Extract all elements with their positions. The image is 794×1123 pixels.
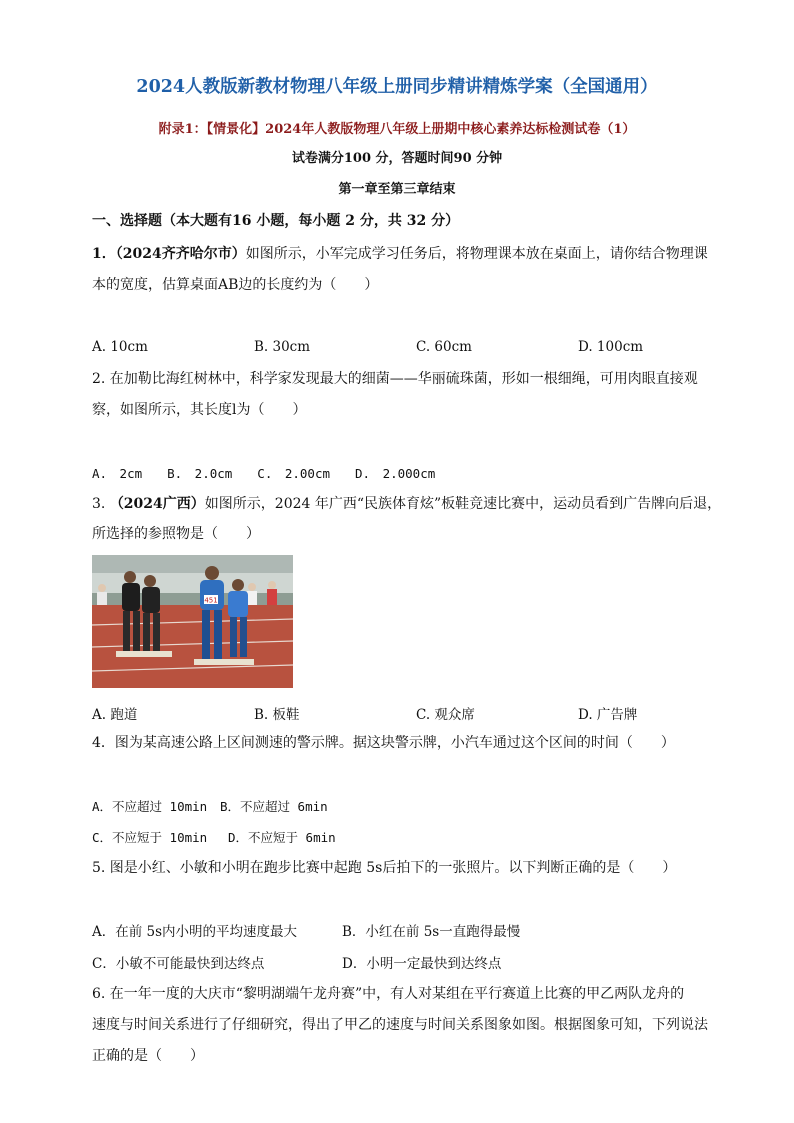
runner-shirt-2 [142, 587, 160, 613]
exam-info: 试卷满分100 分，答题时间90 分钟 [291, 151, 503, 166]
question-2-line-2: 察，如图所示，其长度l为（ ） [92, 402, 307, 418]
race-photo-illustration [92, 555, 293, 688]
question-3-line-2: 所选择的参照物是（ ） [92, 526, 260, 542]
question-1-line-1 [92, 244, 708, 264]
runner-shirt-1 [122, 583, 140, 611]
question-1-source: （2024齐齐哈尔市） [115, 246, 246, 262]
question-5-option-a: A．在前 5s内小明的平均速度最大 [92, 924, 298, 940]
board-shoe-right [194, 659, 254, 665]
exam-scope: 第一章至第三章结束 [338, 182, 456, 197]
question-5-option-c: C．小敏不可能最快到达终点 [92, 956, 265, 972]
runner-leg-1a [123, 611, 130, 651]
runner-leg-4b [240, 617, 247, 657]
question-6-line-1: 6. 在一年一度的大庆市“黎明湖端午龙舟赛”中，有人对某组在平行赛道上比赛的甲乙两队龙舟的 [92, 986, 685, 1002]
question-3-option-c: C. 观众席 [416, 707, 475, 723]
question-1-text: 如图所示，小军完成学习任务后，将物理课本放在桌面上，请你结合物理课 [245, 246, 708, 262]
question-4-option-a: A．不应超过 10min [92, 799, 208, 814]
race-photo [92, 555, 293, 688]
question-1-option-a: A. 10cm [92, 339, 148, 355]
question-3-option-b: B. 板鞋 [254, 707, 300, 723]
question-3-text: 如图所示，2024 年广西“民族体育炫”板鞋竞速比赛中，运动员看到广告牌向后退， [204, 496, 722, 512]
question-5-option-d: D．小明一定最快到达终点 [342, 956, 502, 972]
question-4-line-1: 4．图为某高速公路上区间测速的警示牌。据这块警示牌，小汽车通过这个区间的时间（ ） [92, 735, 675, 751]
question-1-line-2: 本的宽度，估算桌面AB边的长度约为（ ） [92, 277, 379, 293]
spectator-head-1 [248, 583, 256, 591]
question-3-source: （2024广西） [109, 496, 205, 512]
document-title: 2024人教版新教材物理八年级上册同步精讲精炼学案（全国通用） [136, 77, 658, 97]
spectator-body-2 [267, 589, 277, 605]
stands-top [92, 555, 293, 573]
runner-head-4 [232, 579, 244, 591]
question-1-option-b: B. 30cm [254, 339, 311, 355]
runner-leg-2b [153, 613, 160, 651]
question-1-option-d: D. 100cm [578, 339, 644, 355]
question-5-line-1: 5. 图是小红、小敏和小明在跑步比赛中起跑 5s后拍下的一张照片。以下判断正确的是（ ） [92, 860, 677, 876]
runner-leg-4a [230, 617, 237, 657]
question-1-number: 1． [92, 246, 116, 262]
question-6-line-3: 正确的是（ ） [92, 1048, 204, 1064]
board-shoe-left [116, 651, 172, 657]
question-5-option-b: B．小红在前 5s一直跑得最慢 [342, 924, 521, 940]
spectator-body-1 [247, 591, 257, 605]
question-3-line-1 [92, 494, 721, 514]
question-3-number: 3. [92, 496, 110, 512]
runner-leg-2a [143, 613, 150, 651]
question-3-option-d: D. 广告牌 [578, 707, 638, 723]
runner-head-3 [205, 566, 219, 580]
runner-leg-3b [214, 610, 222, 660]
question-4-option-d: D．不应短于 6min [228, 830, 336, 845]
runner-head-2 [144, 575, 156, 587]
question-4-option-c: C．不应短于 10min [92, 830, 208, 845]
question-6-line-2: 速度与时间关系进行了仔细研究，得出了甲乙的速度与时间关系图象如图。根据图象可知，下列说法 [92, 1017, 708, 1033]
spectator-head-2 [268, 581, 276, 589]
section-heading: 一、选择题（本大题有16 小题，每小题 2 分，共 32 分） [92, 213, 460, 229]
runner-shirt-4 [228, 591, 248, 617]
runner-head-1 [124, 571, 136, 583]
question-4-option-b: B．不应超过 6min [220, 799, 328, 814]
appendix-heading: 附录1：【情景化】2024年人教版物理八年级上册期中核心素养达标检测试卷（1） [158, 122, 636, 137]
question-2-options: A. 2cm B. 2.0cm C. 2.00cm D. 2.000cm [92, 466, 436, 481]
runner-bib-number: 451 [204, 596, 218, 605]
runner-leg-1b [133, 611, 140, 651]
question-3-option-a: A. 跑道 [92, 707, 138, 723]
question-2-line-1: 2. 在加勒比海红树林中，科学家发现最大的细菌——华丽硫珠菌，形如一根细绳，可用肉眼直接观 [92, 371, 698, 387]
spectator-head-3 [98, 584, 106, 592]
question-1-option-c: C. 60cm [416, 339, 472, 355]
runner-leg-3a [202, 610, 210, 660]
spectator-body-3 [97, 592, 107, 605]
